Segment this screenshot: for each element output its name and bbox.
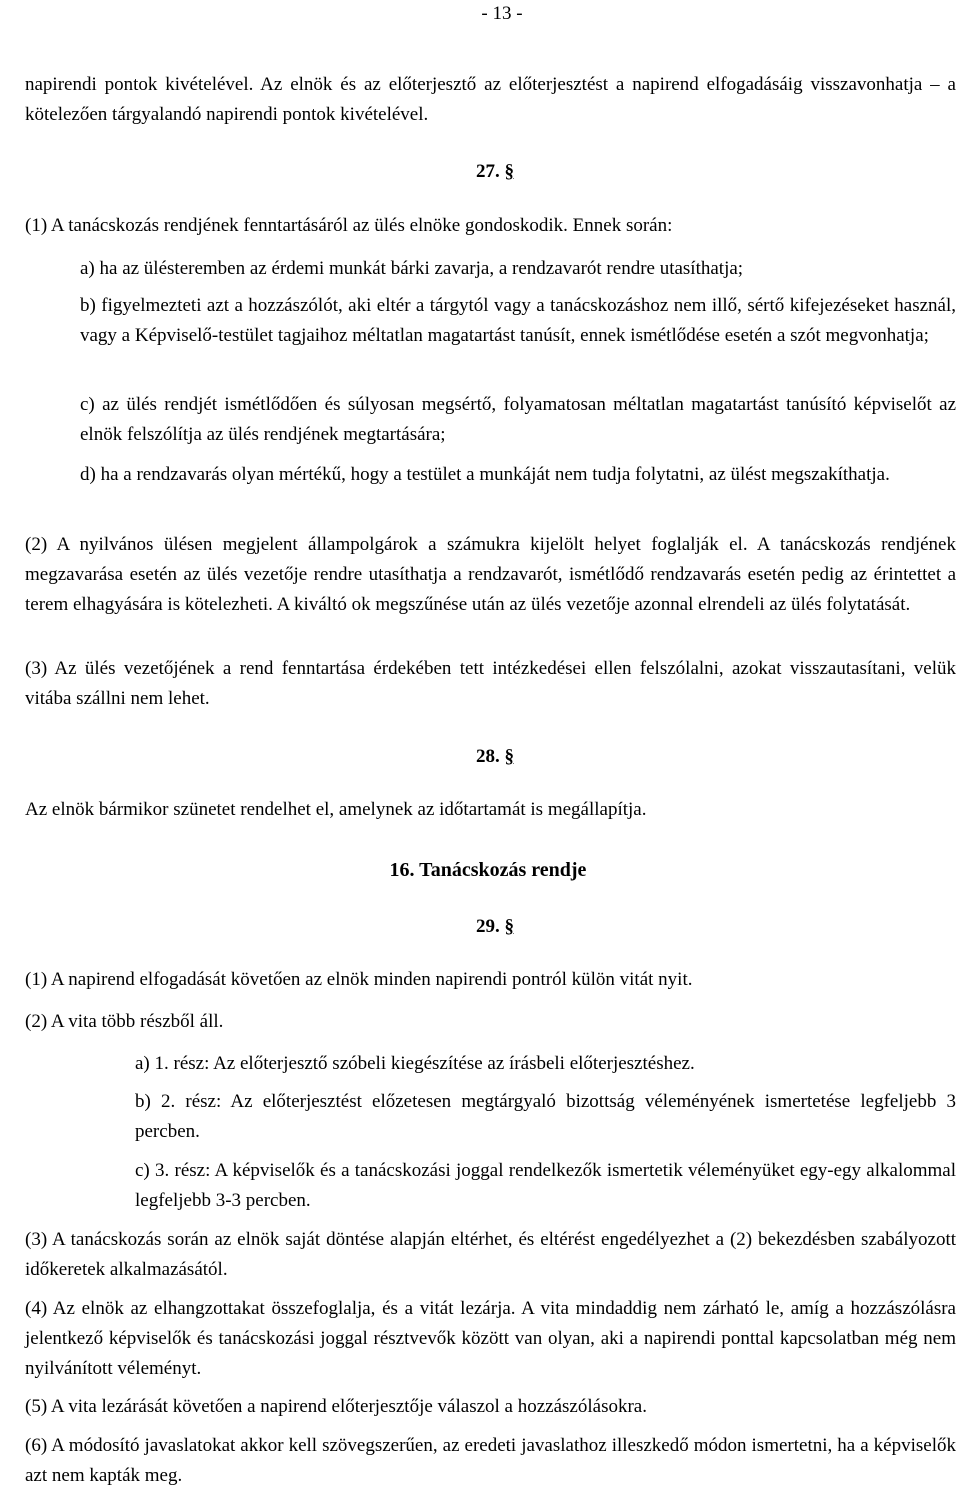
page-number: - 13 -	[481, 3, 523, 24]
section-number: 29.	[476, 916, 500, 937]
s27-item-b: b) figyelmezteti azt a hozzászólót, aki eltér a tárgytól vagy a tanácskozáshoz nem illő, sértő kifejezéseket használ, vagy a Képviselő-testület tagjaihoz méltatlan magatartást tanúsít, ennek ismétlődése esetén a szót megvonhatja;	[80, 295, 956, 347]
section-number: 28.	[476, 746, 500, 767]
s29-item-c: c) 3. rész: A képviselők és a tanácskozási joggal rendelkezők ismertetik véleményüket egy-egy alkalommal legfeljebb 3-3 percben.	[135, 1160, 956, 1212]
s29-item-a: a) 1. rész: Az előterjesztő szóbeli kiegészítése az írásbeli előterjesztéshez.	[135, 1053, 695, 1074]
s28-paragraph-1: Az elnök bármikor szünetet rendelhet el, amelynek az időtartamát is megállapítja.	[25, 799, 647, 820]
section-symbol: §	[504, 746, 514, 767]
section-28-heading	[0, 743, 960, 771]
s29-item-b: b) 2. rész: Az előterjesztést előzetesen megtárgyaló bizottság véleményének ismertetése legfeljebb 3 percben.	[135, 1091, 956, 1143]
s29-paragraph-4: (4) Az elnök az elhangzottakat összefoglalja, és a vitát lezárja. A vita mindaddig nem zárható le, amíg a hozzászólásra jelentkező képviselők és tanácskozási joggal résztvevők között van olyan, aki a napirendi ponttal kapcsolatban még nem nyilvánított véleményt.	[25, 1298, 956, 1380]
section-27-heading	[0, 158, 960, 186]
intro-paragraph: napirendi pontok kivételével. Az elnök és az előterjesztő az előterjesztést a napirend elfogadásáig visszavonhatja – a kötelezően tárgyalandó napirendi pontok kivételével.	[25, 74, 956, 126]
s29-paragraph-3: (3) A tanácskozás során az elnök saját döntése alapján eltérhet, és eltérést engedélyezhet a (2) bekezdésben szabályozott időkeretek alkalmazásától.	[25, 1229, 956, 1281]
s29-paragraph-6: (6) A módosító javaslatokat akkor kell szövegszerűen, az eredeti javaslathoz illeszkedő módon ismertetni, ha a képviselők azt nem kapták meg.	[25, 1435, 956, 1487]
s29-paragraph-5: (5) A vita lezárását követően a napirend előterjesztője válaszol a hozzászólásokra.	[25, 1396, 647, 1417]
section-symbol: §	[504, 161, 514, 182]
s29-paragraph-1: (1) A napirend elfogadását követően az elnök minden napirendi pontról külön vitát nyit.	[25, 969, 693, 990]
section-symbol: §	[504, 916, 514, 937]
s27-paragraph-3: (3) Az ülés vezetőjének a rend fenntartása érdekében tett intézkedései ellen felszólalni, azokat visszautasítani, velük vitába szállni nem lehet.	[25, 658, 956, 710]
s27-paragraph-2: (2) A nyilvános ülésen megjelent állampolgárok a számukra kijelölt helyet foglalják el. A tanácskozás rendjének megzavarása esetén az ülés vezetője rendre utasíthatja a rendzavarót, ismétlődő rendzavarás esetén pedig az érintettet a terem elhagyására is kötelezheti. A kiváltó ok megszűnése után az ülés vezetője azonnal elrendeli az ülés folytatását.	[25, 534, 956, 616]
s27-item-c: c) az ülés rendjét ismétlődően és súlyosan megsértő, folyamatosan méltatlan magatartást tanúsító képviselőt az elnök felszólítja az ülés rendjének megtartására;	[80, 394, 956, 446]
s29-paragraph-2: (2) A vita több részből áll.	[25, 1011, 224, 1032]
s27-item-d: d) ha a rendzavarás olyan mértékű, hogy a testület a munkáját nem tudja folytatni, az ülést megszakíthatja.	[80, 464, 890, 485]
s27-paragraph-1: (1) A tanácskozás rendjének fenntartásáról az ülés elnöke gondoskodik. Ennek során:	[25, 215, 673, 236]
section-number: 27.	[476, 161, 500, 182]
section-29-heading	[0, 913, 960, 941]
chapter-title: 16. Tanácskozás rendje	[389, 859, 587, 881]
s27-item-a: a) ha az ülésteremben az érdemi munkát bárki zavarja, a rendzavarót rendre utasíthatja;	[80, 258, 744, 279]
